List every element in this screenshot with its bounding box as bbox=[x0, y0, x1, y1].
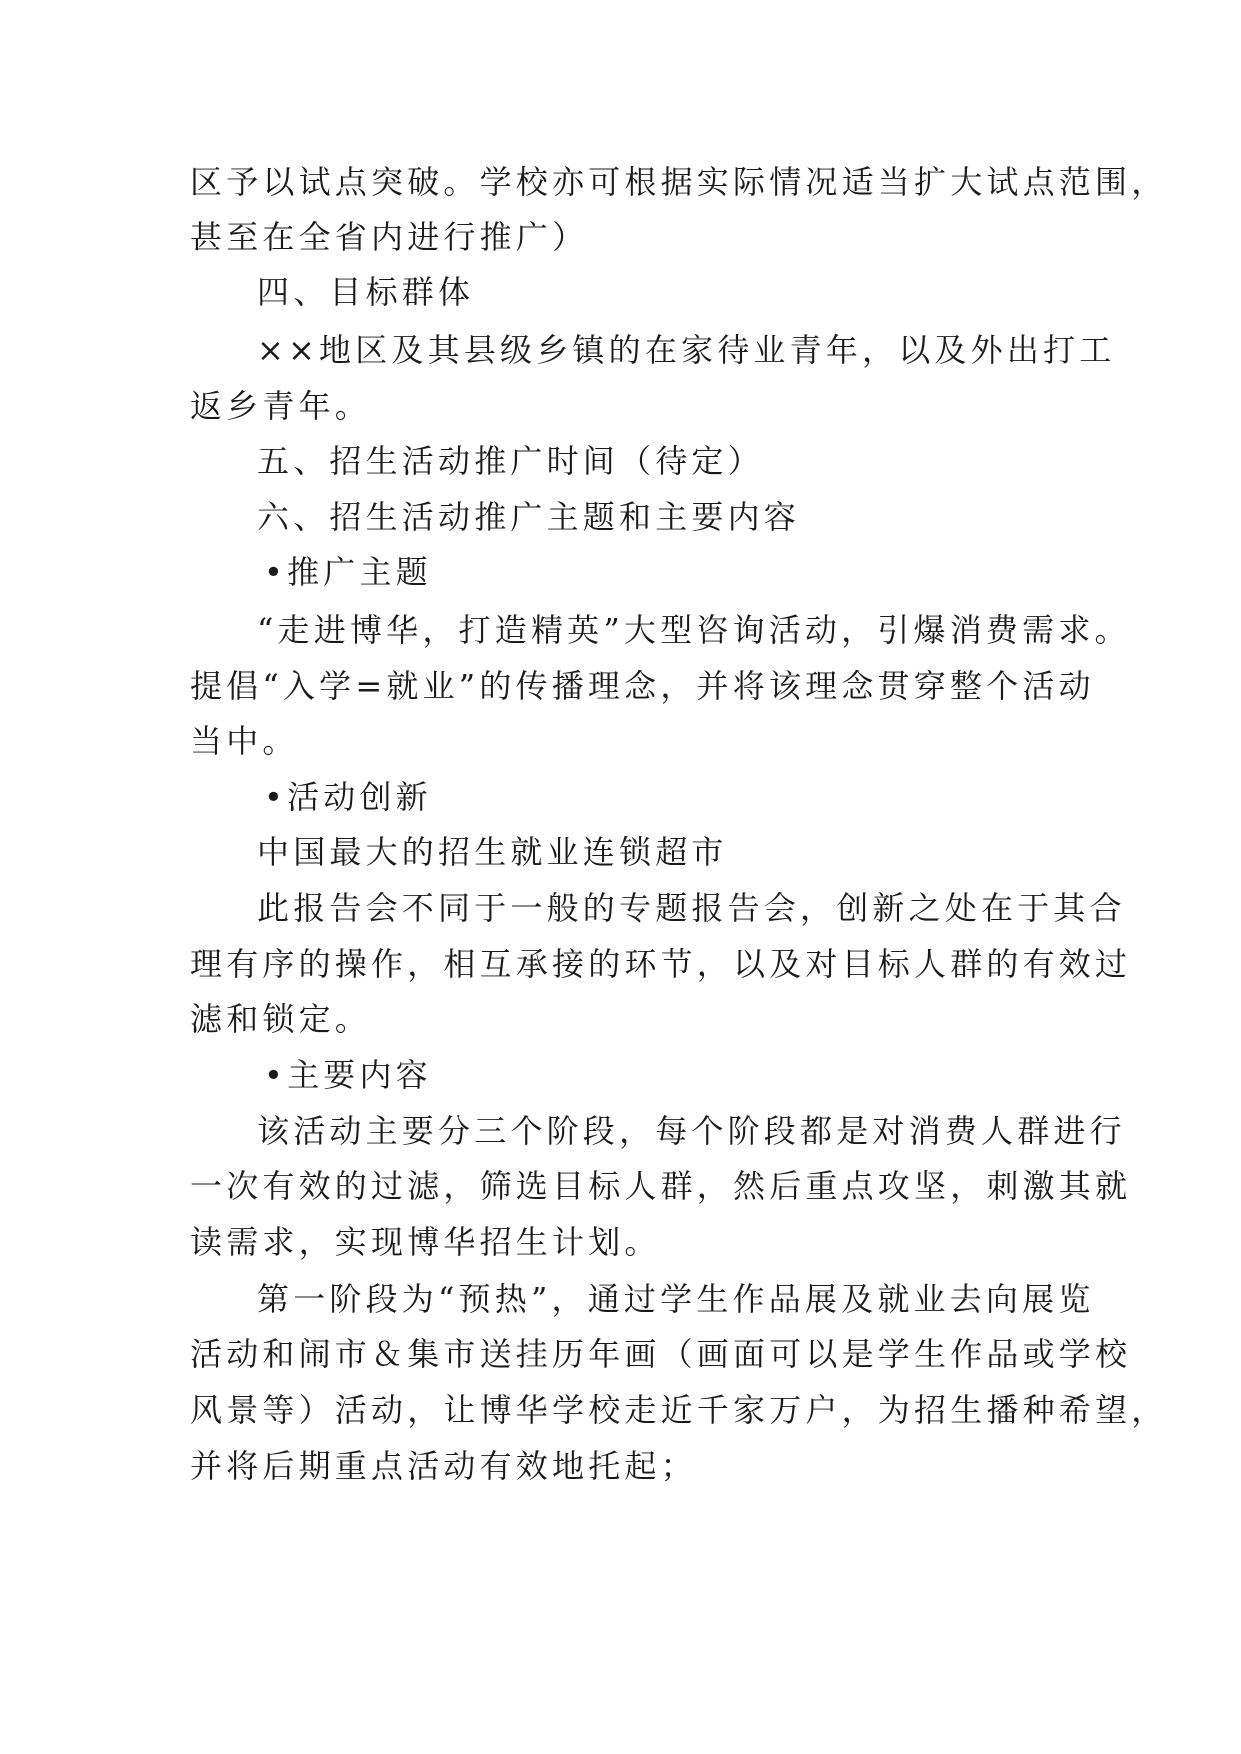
body-text-line: 中国最大的招生就业连锁超市 bbox=[257, 833, 728, 871]
body-text-line: 滤和锁定。 bbox=[190, 1000, 372, 1038]
section-heading-target-group: 四、目标群体 bbox=[257, 273, 475, 311]
body-text-line: 第一阶段为“预热”，通过学生作品展及就业去向展览 bbox=[257, 1280, 1095, 1318]
body-text-line: 读需求，实现博华招生计划。 bbox=[190, 1223, 661, 1261]
body-text-line: 一次有效的过滤，筛选目标人群，然后重点攻坚，刺激其就 bbox=[190, 1167, 1132, 1205]
bullet-heading-theme: •推广主题 bbox=[264, 553, 432, 591]
body-text-line: 此报告会不同于一般的专题报告会，创新之处在于其合 bbox=[257, 889, 1126, 927]
section-heading-promotion-time: 五、招生活动推广时间（待定） bbox=[257, 442, 764, 480]
bullet-heading-main-content: •主要内容 bbox=[264, 1056, 432, 1094]
body-text-line: 区予以试点突破。学校亦可根据实际情况适当扩大试点范围， bbox=[190, 163, 1168, 201]
body-text-line: 活动和闹市＆集市送挂历年画（画面可以是学生作品或学校 bbox=[190, 1335, 1132, 1373]
body-text-line: 甚至在全省内进行推广） bbox=[190, 218, 589, 256]
body-text-line: 风景等）活动，让博华学校走近千家万户，为招生播种希望， bbox=[190, 1391, 1168, 1429]
body-text-line: 返乡青年。 bbox=[190, 387, 372, 425]
body-text-line: “走进博华，打造精英”大型咨询活动，引爆消费需求。 bbox=[257, 611, 1131, 649]
body-text-line: ××地区及其县级乡镇的在家待业青年，以及外出打工 bbox=[257, 331, 1116, 369]
section-heading-theme-content: 六、招生活动推广主题和主要内容 bbox=[257, 498, 801, 536]
body-text-line: 提倡“入学=就业”的传播理念，并将该理念贯穿整个活动 bbox=[190, 667, 1095, 705]
body-text-line: 该活动主要分三个阶段，每个阶段都是对消费人群进行 bbox=[257, 1112, 1126, 1150]
body-text-line: 并将后期重点活动有效地托起； bbox=[190, 1447, 697, 1485]
body-text-line: 当中。 bbox=[190, 722, 299, 760]
bullet-heading-innovation: •活动创新 bbox=[264, 778, 432, 816]
body-text-line: 理有序的操作，相互承接的环节，以及对目标人群的有效过 bbox=[190, 945, 1132, 983]
